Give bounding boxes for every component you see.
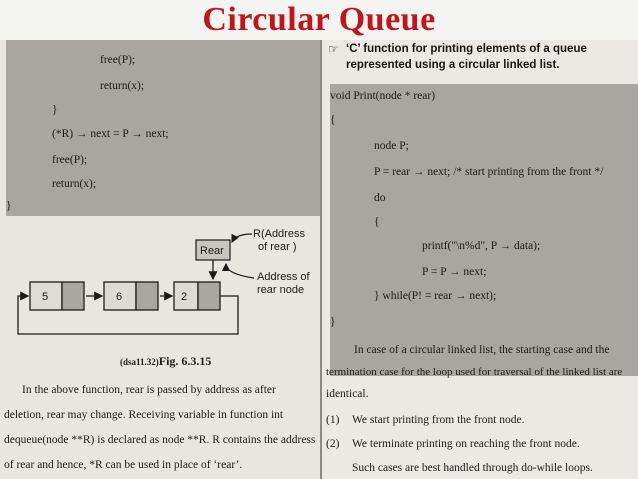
figure-ref: (dsa11.32) (120, 357, 159, 367)
rear-box-label: Rear (200, 245, 224, 257)
circular-queue-diagram (0, 216, 320, 346)
node-2 (174, 282, 220, 310)
left-code-block (6, 40, 320, 216)
code-line: free(P); (100, 54, 136, 66)
right-paragraph-line: identical. (326, 388, 369, 400)
code-line: } while(P! = rear → next); (374, 290, 497, 302)
code-line: node P; (374, 140, 409, 152)
svg-text:2: 2 (181, 291, 188, 303)
list-item-text: We terminate printing on reaching the front node. (352, 438, 580, 450)
svg-text:rear node: rear node (257, 284, 305, 296)
code-line: } (52, 104, 58, 116)
section-heading: represented using a circular linked list. (346, 59, 560, 71)
code-line: do (374, 192, 386, 204)
right-page (322, 40, 638, 479)
left-paragraph-line: dequeue(node **R) is declared as node **R. R contains the address (4, 434, 316, 446)
right-paragraph-line: In case of a circular linked list, the starting case and the (354, 344, 610, 356)
rear-address-label: R(Address (253, 228, 305, 240)
left-page (0, 40, 320, 479)
code-line: return(x); (100, 80, 145, 92)
code-line: P = rear → next; /* start printing from the front */ (374, 166, 604, 178)
figure-number: Fig. 6.3.15 (158, 354, 212, 368)
slide-title: Circular Queue (202, 1, 436, 38)
list-item-number: (2) (326, 438, 340, 450)
code-line: printf("\n%d", P → data); (422, 240, 541, 252)
right-code-block (330, 84, 638, 376)
code-line: (*R) → next = P → next; (52, 128, 169, 140)
figure-caption (120, 354, 211, 369)
code-line: P = P → next; (422, 266, 487, 278)
code-line: void Print(node * rear) (330, 90, 436, 102)
left-paragraph-line: deletion, rear may change. Receiving variable in function int (4, 409, 284, 421)
pointing-hand-icon: ☞ (328, 42, 339, 56)
code-line: return(x); (52, 178, 97, 190)
left-paragraph-line: of rear and hence, *R can be used in place of ‘rear’. (4, 459, 243, 471)
left-paragraph-line: In the above function, rear is passed by address as after (22, 384, 276, 396)
list-item-number: (1) (326, 414, 340, 426)
right-paragraph-line: termination case for the loop used for traversal of the linked list are (326, 366, 623, 378)
code-line: { (374, 216, 380, 228)
svg-text:5: 5 (42, 291, 49, 303)
code-line: } (6, 200, 12, 212)
list-item-text: We start printing from the front node. (352, 414, 525, 426)
code-line: } (330, 316, 336, 328)
node-5 (30, 282, 84, 310)
node-6 (104, 282, 158, 310)
rear-node-label: Address of (257, 271, 310, 283)
svg-text:of rear ): of rear ) (258, 241, 297, 253)
code-line: free(P); (52, 154, 88, 166)
svg-text:6: 6 (116, 291, 123, 303)
code-line: { (330, 114, 336, 126)
closing-line: Such cases are best handled through do-while loops. (352, 462, 593, 474)
section-heading: ‘C’ function for printing elements of a queue (346, 43, 587, 55)
